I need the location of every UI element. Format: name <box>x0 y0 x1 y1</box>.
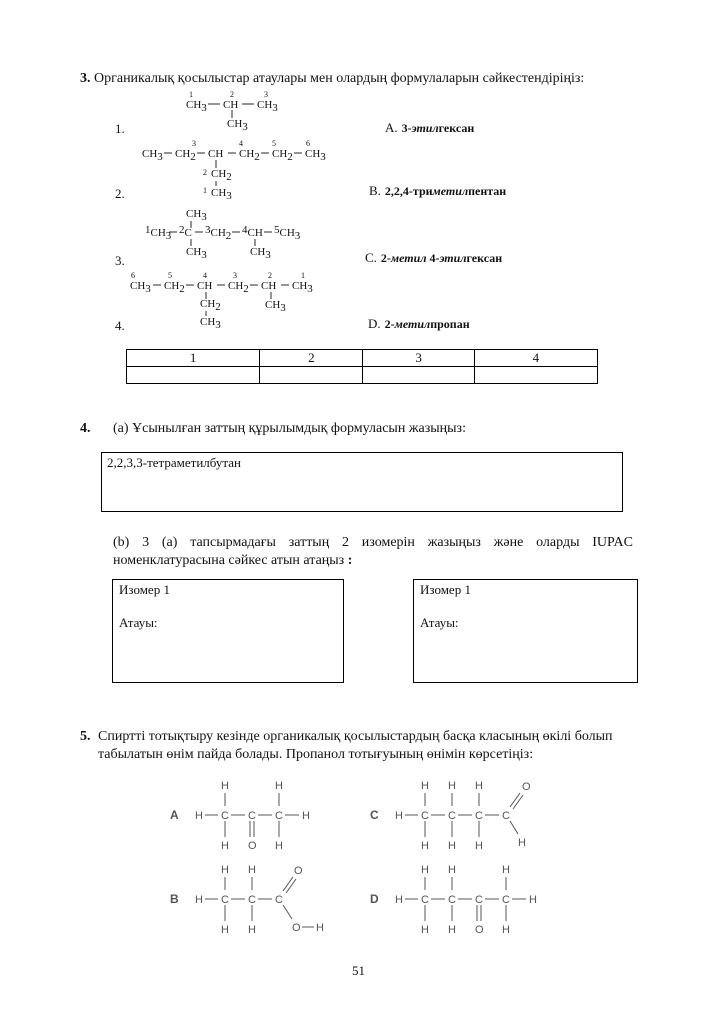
q3-item-2: 2. <box>115 186 125 201</box>
svg-text:5: 5 <box>272 139 276 148</box>
svg-text:CH3: CH3 <box>265 299 286 314</box>
svg-text:CH2: CH2 <box>228 280 249 295</box>
q3-item-1: 1. <box>115 121 125 136</box>
option-letter-c: C <box>370 808 379 822</box>
svg-text:5: 5 <box>168 271 172 280</box>
formula-4 <box>130 271 313 331</box>
q3-item-3: 3. <box>115 253 125 268</box>
svg-text:CH2: CH2 <box>239 148 260 163</box>
q4-part-a: (а) Ұсынылған заттың құрылымдық формуласын жазыңыз: <box>113 421 466 436</box>
option-letter: B. <box>369 183 381 198</box>
page-number: 51 <box>352 963 365 978</box>
isomer-label: Изомер 1 <box>420 582 471 597</box>
svg-text:C: C <box>421 894 429 906</box>
svg-text:H: H <box>395 894 403 906</box>
svg-text:O: O <box>248 840 257 852</box>
answer-cell-3[interactable] <box>363 367 474 384</box>
option-name: 2-метилпропан <box>384 317 470 331</box>
svg-text:C: C <box>421 810 429 822</box>
svg-text:CH2: CH2 <box>175 148 196 163</box>
option-letter-b: B <box>170 892 179 906</box>
svg-text:C: C <box>248 894 256 906</box>
svg-text:CH: CH <box>197 280 213 292</box>
svg-text:O: O <box>522 781 531 793</box>
svg-text:H: H <box>275 840 283 852</box>
svg-text:2C: 2C <box>179 224 192 239</box>
svg-text:2: 2 <box>268 271 272 280</box>
svg-text:O: O <box>475 924 484 936</box>
option-letter-a: A <box>170 808 179 822</box>
svg-text:CH3: CH3 <box>227 118 248 133</box>
table-answer-row[interactable] <box>127 367 598 384</box>
svg-text:H: H <box>448 780 456 792</box>
table-header: 3 <box>363 350 474 367</box>
svg-text:H: H <box>421 840 429 852</box>
svg-text:H: H <box>248 864 256 876</box>
svg-text:H: H <box>448 864 456 876</box>
svg-text:H: H <box>421 780 429 792</box>
svg-text:H: H <box>248 924 256 936</box>
formula-3 <box>145 208 301 261</box>
svg-text:H: H <box>275 780 283 792</box>
svg-text:C: C <box>448 810 456 822</box>
table-header-row <box>127 350 598 367</box>
svg-text:CH2: CH2 <box>272 148 293 163</box>
svg-text:H: H <box>195 894 203 906</box>
q4-compound-box[interactable] <box>101 452 623 512</box>
svg-text:H: H <box>195 810 203 822</box>
q3-item-4: 4. <box>115 318 125 333</box>
svg-text:H: H <box>302 810 310 822</box>
svg-text:1: 1 <box>301 271 305 280</box>
svg-text:CH3: CH3 <box>130 280 151 295</box>
svg-text:H: H <box>518 837 526 849</box>
svg-text:C: C <box>475 810 483 822</box>
svg-text:CH3: CH3 <box>257 99 278 114</box>
svg-text:C: C <box>475 894 483 906</box>
svg-text:CH3: CH3 <box>305 148 326 163</box>
q3-option-c <box>365 249 502 267</box>
svg-text:H: H <box>221 840 229 852</box>
svg-text:CH3: CH3 <box>186 99 207 114</box>
svg-text:3: 3 <box>233 271 237 280</box>
svg-text:CH3: CH3 <box>142 148 163 163</box>
option-name: 2,2,4-триметилпентан <box>384 184 507 198</box>
q3-option-d <box>368 315 470 333</box>
q3-text: Органикалық қосылыстар атаулары мен олардың формулаларын сәйкестендіріңіз: <box>94 71 585 86</box>
svg-text:O: O <box>294 865 303 877</box>
isomer-name-label: Атауы: <box>420 615 459 630</box>
q3-formulas <box>0 0 724 345</box>
answer-cell-2[interactable] <box>260 367 363 384</box>
structure-d <box>370 864 537 936</box>
svg-text:1: 1 <box>203 186 207 195</box>
svg-text:1: 1 <box>189 90 193 99</box>
svg-text:H: H <box>395 810 403 822</box>
q5-structures <box>0 760 724 950</box>
svg-text:CH2: CH2 <box>200 298 221 313</box>
svg-text:CH3: CH3 <box>200 316 221 331</box>
q4-part-b-text: (b) 3 (а) тапсырмадағы заттың 2 изомерін жазыңыз және оларды IUPAC номенклатурасына сәйкес атын атаңыз <box>113 535 633 568</box>
svg-text:H: H <box>502 924 510 936</box>
option-letter: A. <box>385 120 398 135</box>
svg-text:3: 3 <box>264 90 268 99</box>
option-letter: D. <box>368 316 381 331</box>
svg-text:2: 2 <box>203 168 207 177</box>
svg-text:C: C <box>248 810 256 822</box>
structure-c <box>370 780 531 852</box>
q4-part-b <box>113 534 633 570</box>
svg-text:C: C <box>502 810 510 822</box>
table-header: 1 <box>127 350 260 367</box>
svg-text:O: O <box>292 922 301 934</box>
answer-cell-4[interactable] <box>474 367 597 384</box>
table-header: 4 <box>474 350 597 367</box>
q5-number: 5. <box>80 729 91 744</box>
svg-text:H: H <box>448 840 456 852</box>
svg-text:C: C <box>275 894 283 906</box>
svg-text:CH3: CH3 <box>186 246 207 261</box>
svg-text:CH3: CH3 <box>186 208 207 223</box>
svg-text:H: H <box>475 840 483 852</box>
svg-text:C: C <box>221 810 229 822</box>
svg-text:H: H <box>421 864 429 876</box>
svg-text:C: C <box>448 894 456 906</box>
svg-text:CH: CH <box>261 280 277 292</box>
svg-text:3: 3 <box>192 139 196 148</box>
q5-prompt: Спиртті тотықтыру кезінде органикалық қосылыстардың басқа класының өкілі болып табылатын өнім пайда болады. Пропанол тотығуының өнімін көрсетіңіз: <box>98 729 613 762</box>
svg-text:4: 4 <box>203 271 207 280</box>
svg-text:C: C <box>502 894 510 906</box>
q3-number: 3. <box>80 71 91 86</box>
structure-a <box>170 780 310 852</box>
svg-text:H: H <box>316 922 324 934</box>
q3-option-a <box>385 119 474 137</box>
svg-text:C: C <box>221 894 229 906</box>
svg-text:CH2: CH2 <box>211 168 232 183</box>
svg-text:4: 4 <box>239 139 243 148</box>
option-letter-d: D <box>370 892 379 906</box>
svg-text:CH3: CH3 <box>211 187 232 202</box>
svg-text:CH: CH <box>223 99 239 111</box>
svg-text:2: 2 <box>230 90 234 99</box>
svg-text:H: H <box>221 864 229 876</box>
svg-text:H: H <box>421 924 429 936</box>
svg-text:H: H <box>448 924 456 936</box>
svg-text:CH3: CH3 <box>250 246 271 261</box>
svg-text:4CH: 4CH <box>242 224 263 239</box>
table-header: 2 <box>260 350 363 367</box>
option-name: 3-этилгексан <box>401 121 475 135</box>
q4-isomer-box-2[interactable] <box>413 579 638 683</box>
svg-text:H: H <box>221 924 229 936</box>
q4-compound-name: 2,2,3,3-тетраметилбутан <box>107 455 241 470</box>
q3-option-b <box>369 182 506 200</box>
svg-text:H: H <box>502 864 510 876</box>
formula-2 <box>142 139 326 202</box>
svg-text:6: 6 <box>306 139 310 148</box>
q3-answer-table <box>126 349 598 384</box>
isomer-name-label: Атауы: <box>119 615 158 630</box>
svg-text:CH: CH <box>208 148 224 160</box>
svg-text:3CH2: 3CH2 <box>205 224 232 242</box>
svg-text:H: H <box>529 894 537 906</box>
svg-text:C: C <box>275 810 283 822</box>
option-letter: C. <box>365 250 377 265</box>
svg-text:H: H <box>221 780 229 792</box>
svg-text:1CH3: 1CH3 <box>145 224 172 242</box>
svg-text:CH3: CH3 <box>292 280 313 295</box>
svg-text:H: H <box>475 780 483 792</box>
answer-cell-1[interactable] <box>127 367 260 384</box>
option-name: 2-метил 4-этилгексан <box>380 251 503 265</box>
q4-isomer-box-1[interactable] <box>112 579 344 683</box>
isomer-label: Изомер 1 <box>119 582 170 597</box>
svg-text:CH2: CH2 <box>164 280 185 295</box>
svg-text:6: 6 <box>131 271 135 280</box>
q4-number: 4. <box>80 421 91 436</box>
svg-text:5CH3: 5CH3 <box>274 224 301 242</box>
structure-b <box>170 864 324 936</box>
q4-part-b-colon: : <box>347 553 353 568</box>
formula-1 <box>186 90 278 133</box>
